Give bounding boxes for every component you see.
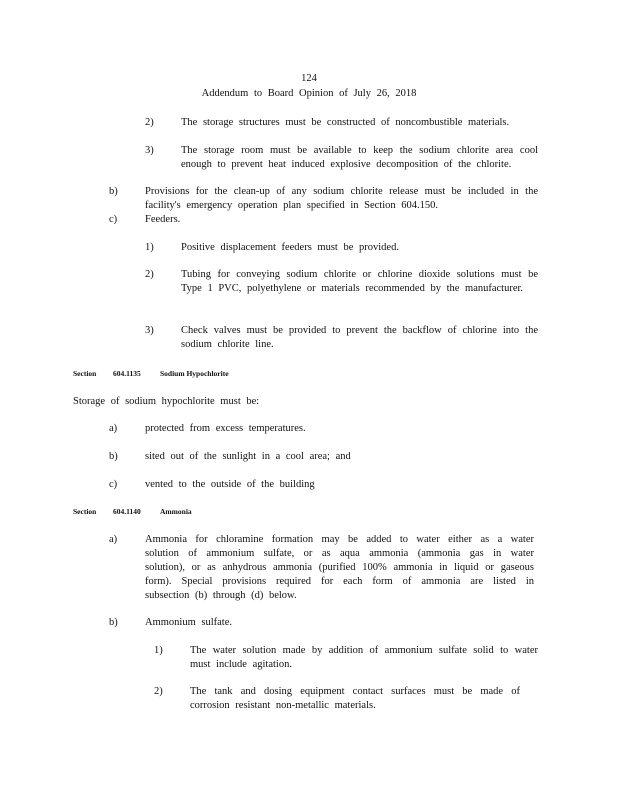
list-marker: 2) <box>154 686 163 697</box>
list-item-text: Ammonia for chloramine formation may be added to water either as a water solution of ammonium sulfate, or as aqua ammonia (ammonia gas in water solution), or as anhydrous ammonia (purified 100% ammonia in liquid or gaseous form). Special provisions required for each form of ammonia are listed in subsection (b) through (d) below. <box>145 534 534 601</box>
list-item-text: Positive displacement feeders must be provided. <box>181 242 399 253</box>
list-marker: 2) <box>145 269 154 280</box>
list-item-text: The water solution made by addition of ammonium sulfate solid to water must include agitation. <box>190 645 538 670</box>
page-number: 124 <box>301 73 317 84</box>
section-title: Ammonia <box>160 507 192 516</box>
list-marker: b) <box>109 186 118 197</box>
section-label: Section <box>73 507 97 516</box>
list-marker: c) <box>109 479 118 490</box>
list-item-text: Check valves must be provided to prevent the backflow of chlorine into the sodium chlorite line. <box>181 325 538 350</box>
list-marker: 3) <box>145 325 154 336</box>
list-item-text: Ammonium sulfate. <box>145 617 232 628</box>
section-number: 604.1140 <box>113 507 141 516</box>
list-item-text: Tubing for conveying sodium chlorite or chlorine dioxide solutions must be Type 1 PVC, polyethylene or materials recommended by the manufacturer. <box>181 269 538 294</box>
section-label: Section <box>73 369 97 378</box>
list-item-text: vented to the outside of the building <box>145 479 315 490</box>
section-number: 604.1135 <box>113 369 141 378</box>
section-title: Sodium Hypochlorite <box>160 369 229 378</box>
list-item-text: Feeders. <box>145 214 181 225</box>
list-marker: 3) <box>145 145 154 156</box>
list-marker: a) <box>109 534 118 545</box>
list-item-text: sited out of the sunlight in a cool area; and <box>145 451 351 462</box>
list-marker: b) <box>109 617 118 628</box>
list-marker: c) <box>109 214 118 225</box>
list-marker: 1) <box>154 645 163 656</box>
page-subtitle: Addendum to Board Opinion of July 26, 2018 <box>201 88 417 99</box>
paragraph-text: Storage of sodium hypochlorite must be: <box>73 396 260 407</box>
list-item-text: protected from excess temperatures. <box>145 423 306 434</box>
list-item-text: The tank and dosing equipment contact surfaces must be made of corrosion resistant non-metallic materials. <box>190 686 520 711</box>
list-item-text: The storage structures must be constructed of noncombustible materials. <box>181 117 510 128</box>
list-item-text: Provisions for the clean-up of any sodium chlorite release must be included in the facility's emergency operation plan specified in Section 604.150. <box>145 186 538 211</box>
list-marker: b) <box>109 451 118 462</box>
list-marker: a) <box>109 423 118 434</box>
list-item-text: The storage room must be available to keep the sodium chlorite area cool enough to prevent heat induced explosive decomposition of the chlorite. <box>181 145 538 170</box>
list-marker: 2) <box>145 117 154 128</box>
list-marker: 1) <box>145 242 154 253</box>
